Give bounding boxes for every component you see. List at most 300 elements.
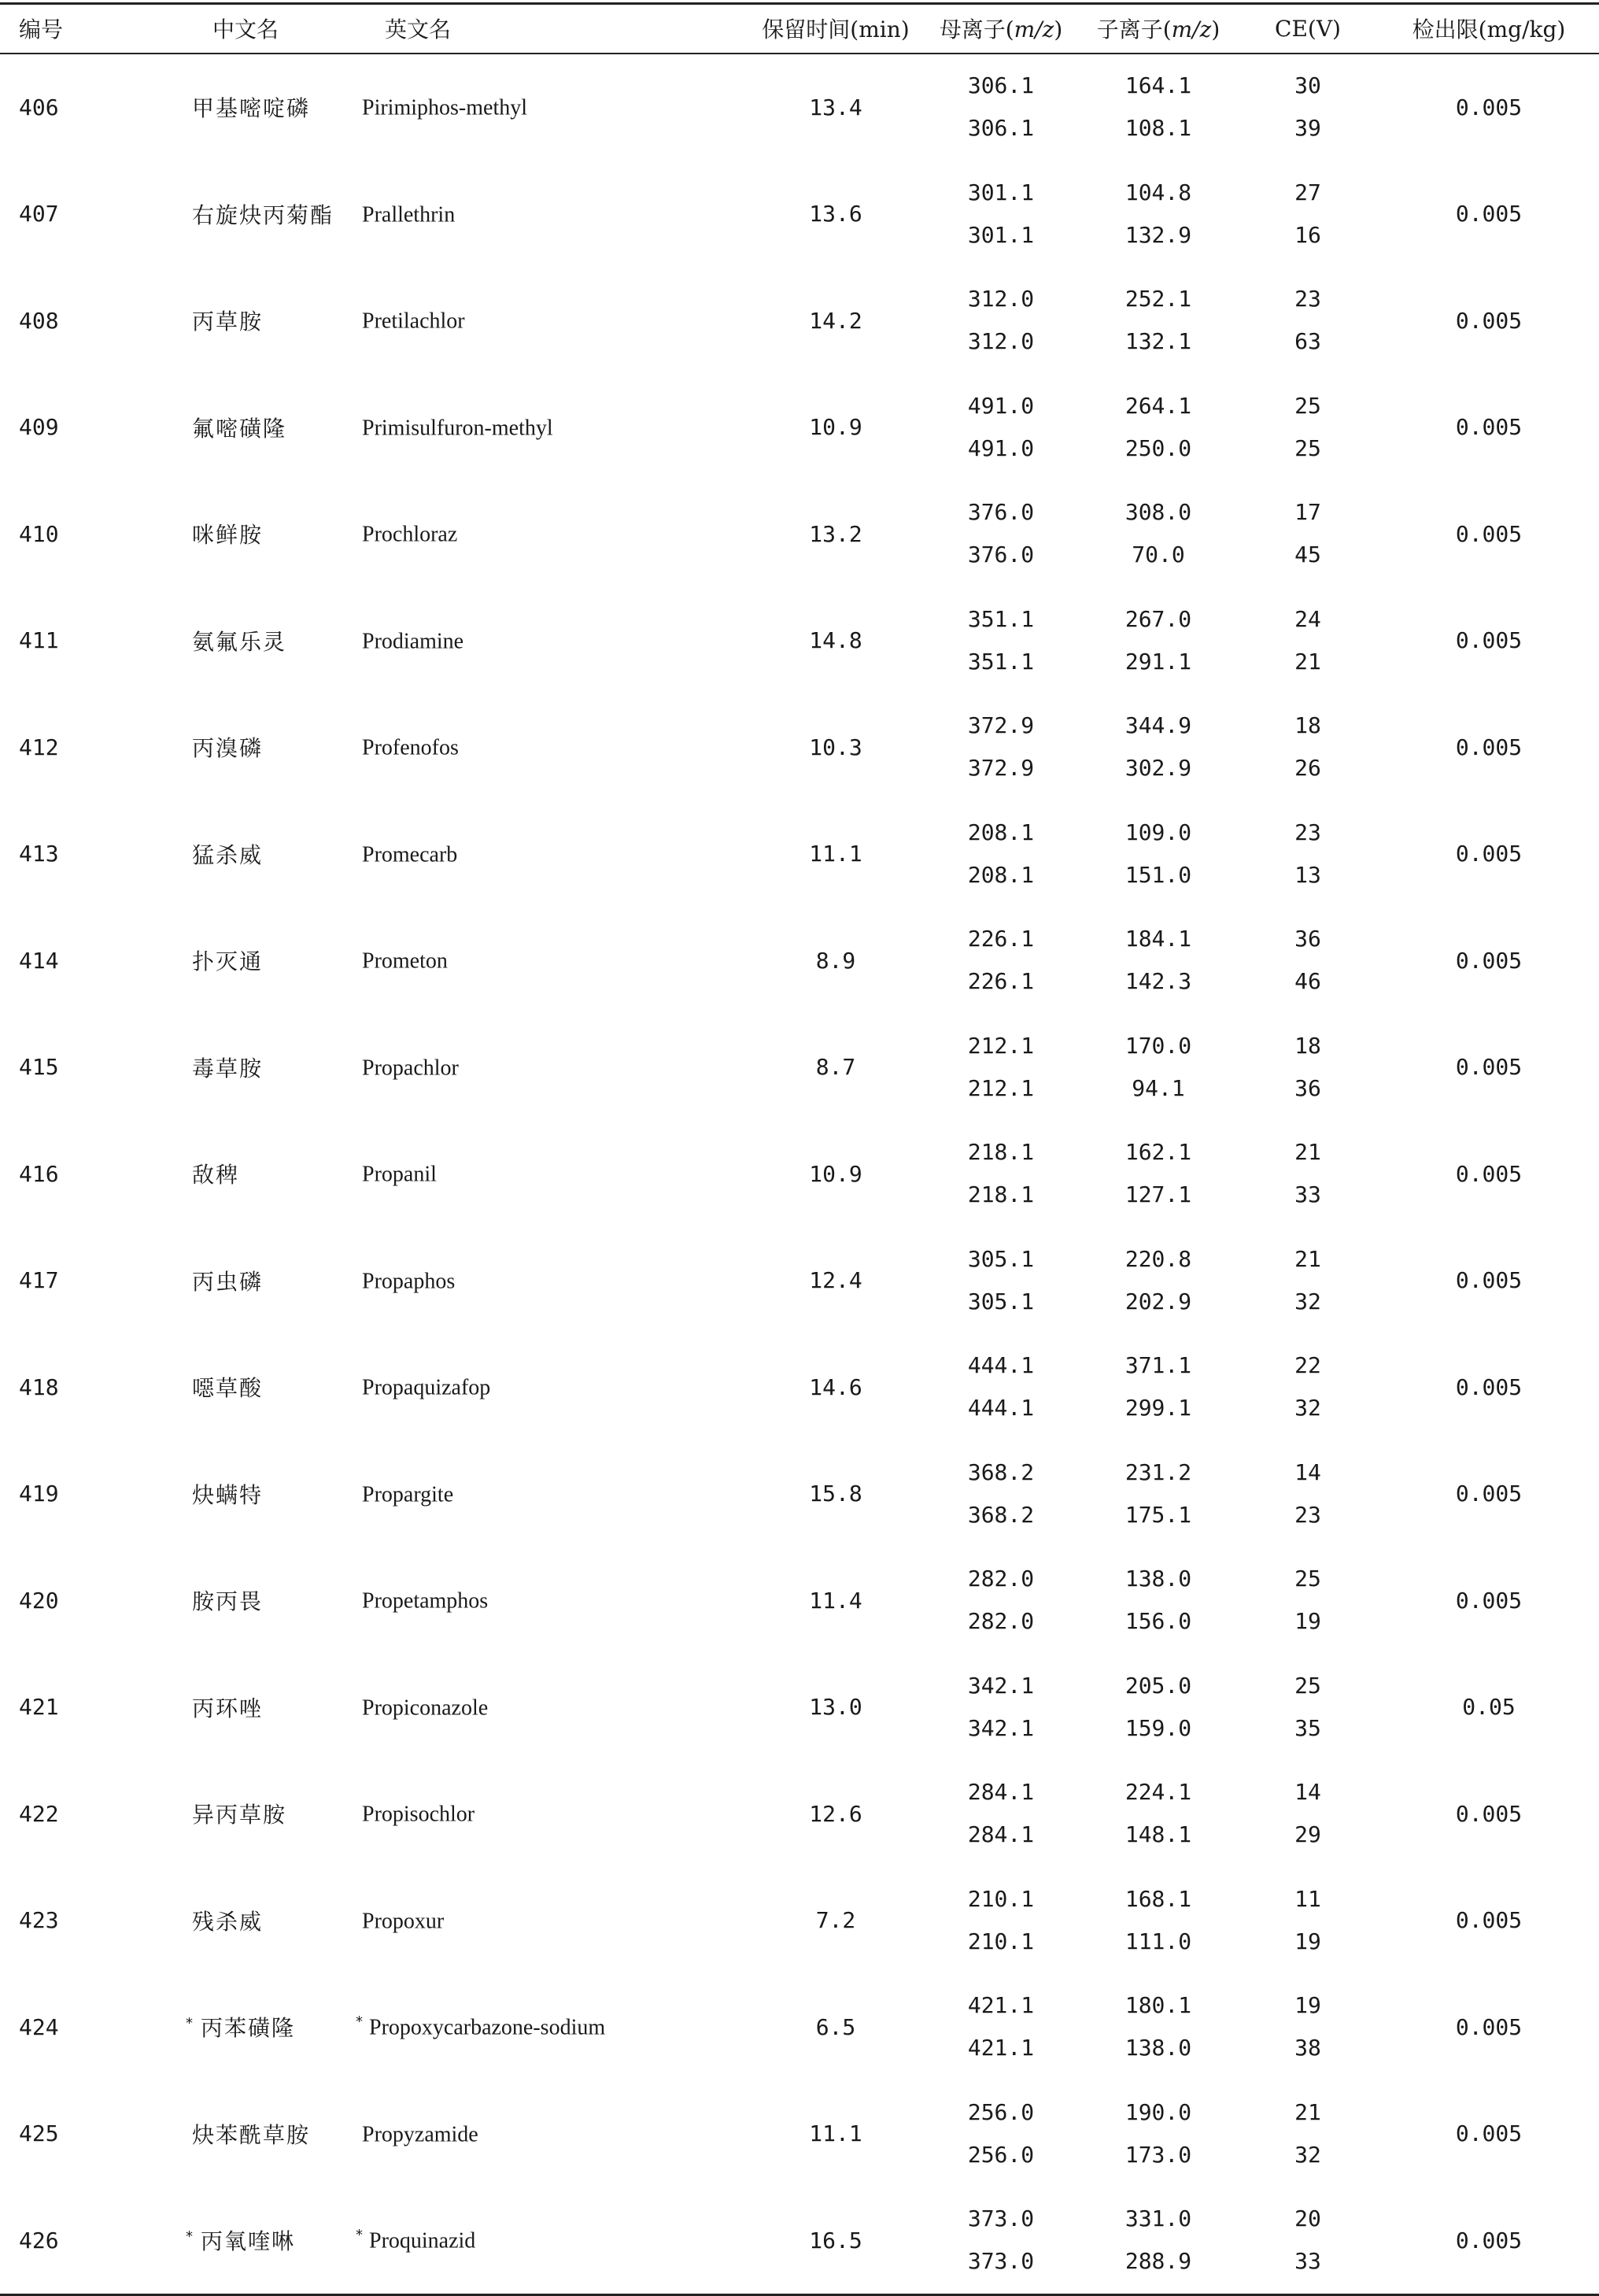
number-text: 409 xyxy=(19,414,59,441)
cell-product-ion xyxy=(1080,2187,1237,2295)
precursor-ion-value-1: 305.1 xyxy=(967,1245,1035,1272)
cell-number xyxy=(0,1121,88,1228)
precursor-ion-value-1: 372.9 xyxy=(967,712,1035,739)
cell-number xyxy=(0,1654,88,1761)
precursor-ion-value-1: 444.1 xyxy=(967,1352,1035,1379)
precursor-ion-value-1: 351.1 xyxy=(967,605,1035,632)
collision-energy-pair xyxy=(1237,1459,1379,1529)
collision-energy-value-1: 20 xyxy=(1294,2205,1321,2232)
precursor-ion-value-2: 284.1 xyxy=(967,1821,1035,1848)
collision-energy-value-1: 18 xyxy=(1294,712,1321,739)
english-name-text: Propisochlor xyxy=(362,1802,475,1827)
detection-limit-text: 0.005 xyxy=(1455,2120,1523,2147)
detection-limit-text: 0.005 xyxy=(1455,1481,1523,1507)
cell-precursor-ion xyxy=(922,2187,1080,2295)
collision-energy-value-1: 19 xyxy=(1294,1992,1321,2019)
english-name-text: Propetamphos xyxy=(362,1588,489,1614)
precursor-ion-value-2: 351.1 xyxy=(967,648,1035,675)
cell-chinese-name xyxy=(88,1121,356,1228)
english-name-text: Promecarb xyxy=(362,841,458,867)
cell-precursor-ion xyxy=(922,694,1080,801)
header-collision-energy: CE(V) xyxy=(1237,4,1379,54)
collision-energy-value-1: 18 xyxy=(1294,1032,1321,1059)
precursor-ion-pair xyxy=(922,712,1080,782)
header-retention-time: 保留时间(min) xyxy=(749,4,922,54)
cell-number xyxy=(0,1227,88,1334)
collision-energy-pair xyxy=(1237,1885,1379,1956)
cell-detection-limit xyxy=(1379,374,1599,481)
table-row xyxy=(0,1121,1599,1228)
product-ion-value-1: 224.1 xyxy=(1124,1779,1192,1806)
product-ion-value-1: 109.0 xyxy=(1124,819,1192,845)
header-row xyxy=(0,4,1599,54)
header-precursor-text: 母离子(m/z) xyxy=(939,17,1063,43)
cell-collision-energy xyxy=(1237,2187,1379,2295)
retention-time-text: 8.9 xyxy=(815,947,856,974)
english-name-text: Primisulfuron-methyl xyxy=(362,415,553,440)
precursor-ion-value-1: 212.1 xyxy=(967,1032,1035,1059)
cell-retention-time xyxy=(749,374,922,481)
cell-product-ion xyxy=(1080,374,1237,481)
collision-energy-value-1: 24 xyxy=(1294,605,1321,632)
cell-detection-limit xyxy=(1379,694,1599,801)
number-text: 413 xyxy=(19,841,59,867)
cell-precursor-ion xyxy=(922,1334,1080,1441)
cell-chinese-name xyxy=(88,1334,356,1441)
cell-product-ion xyxy=(1080,1974,1237,2081)
english-name-text: Pirimiphos-methyl xyxy=(362,95,527,120)
precursor-ion-value-1: 373.0 xyxy=(967,2205,1035,2232)
cell-collision-energy xyxy=(1237,1227,1379,1334)
header-chinese-name xyxy=(88,4,356,54)
precursor-ion-value-1: 210.1 xyxy=(967,1885,1035,1912)
precursor-ion-value-1: 368.2 xyxy=(967,1459,1035,1485)
cell-retention-time xyxy=(749,1440,922,1547)
cell-detection-limit xyxy=(1379,1867,1599,1974)
detection-limit-text: 0.005 xyxy=(1455,1907,1523,1934)
detection-limit-text: 0.005 xyxy=(1455,414,1523,441)
precursor-ion-pair xyxy=(922,72,1080,142)
collision-energy-value-2: 32 xyxy=(1294,1288,1321,1314)
cell-collision-energy xyxy=(1237,1654,1379,1761)
cell-collision-energy xyxy=(1237,2080,1379,2187)
cell-product-ion xyxy=(1080,800,1237,908)
english-name-text: Propoxur xyxy=(362,1908,445,1933)
cell-chinese-name xyxy=(88,1867,356,1974)
number-text: 421 xyxy=(19,1694,59,1721)
cell-collision-energy xyxy=(1237,161,1379,268)
product-ion-value-2: 288.9 xyxy=(1124,2248,1192,2275)
product-ion-value-2: 250.0 xyxy=(1124,434,1192,461)
chinese-name-text: 氟嘧磺隆 xyxy=(192,415,287,442)
chinese-name-text: 丙环唑 xyxy=(192,1695,264,1721)
product-ion-value-2: 299.1 xyxy=(1124,1395,1192,1422)
cell-retention-time xyxy=(749,1334,922,1441)
product-ion-value-1: 252.1 xyxy=(1124,286,1192,312)
collision-energy-value-1: 36 xyxy=(1294,926,1321,952)
table-row xyxy=(0,54,1599,161)
cell-english-name xyxy=(356,1654,749,1761)
cell-number xyxy=(0,2080,88,2187)
collision-energy-pair xyxy=(1237,1032,1379,1103)
cell-collision-energy xyxy=(1237,1974,1379,2081)
cell-retention-time xyxy=(749,1547,922,1655)
precursor-ion-pair xyxy=(922,925,1080,996)
retention-time-text: 11.1 xyxy=(809,841,862,867)
precursor-ion-value-2: 218.1 xyxy=(967,1181,1035,1208)
detection-limit-text: 0.005 xyxy=(1455,1160,1523,1187)
cell-collision-energy xyxy=(1237,1334,1379,1441)
cell-english-name xyxy=(356,800,749,908)
number-text: 423 xyxy=(19,1907,59,1934)
cell-chinese-name xyxy=(88,268,356,375)
detection-limit-text: 0.005 xyxy=(1455,2227,1523,2253)
retention-time-text: 12.4 xyxy=(809,1267,862,1294)
collision-energy-value-2: 29 xyxy=(1294,1821,1321,1848)
product-ion-pair xyxy=(1080,1672,1237,1743)
product-ion-value-2: 159.0 xyxy=(1124,1714,1192,1741)
cell-number xyxy=(0,161,88,268)
chinese-name-text: 扑灭通 xyxy=(192,948,264,975)
collision-energy-pair xyxy=(1237,2098,1379,2169)
product-ion-value-2: 202.9 xyxy=(1124,1288,1192,1314)
cell-number xyxy=(0,1547,88,1655)
retention-time-text: 11.4 xyxy=(809,1587,862,1614)
product-ion-value-2: 142.3 xyxy=(1124,968,1192,995)
cell-retention-time xyxy=(749,268,922,375)
cell-product-ion xyxy=(1080,268,1237,375)
precursor-ion-pair xyxy=(922,1138,1080,1209)
cell-precursor-ion xyxy=(922,374,1080,481)
detection-limit-text: 0.05 xyxy=(1462,1694,1516,1721)
product-ion-value-2: 108.1 xyxy=(1124,115,1192,142)
product-ion-pair xyxy=(1080,605,1237,676)
chinese-name-text: 丙苯磺隆 xyxy=(201,2015,296,2042)
collision-energy-value-2: 32 xyxy=(1294,2141,1321,2168)
header-cn-text: 中文名 xyxy=(212,17,279,43)
detection-limit-text: 0.005 xyxy=(1455,841,1523,867)
product-ion-value-1: 168.1 xyxy=(1124,1885,1192,1912)
collision-energy-pair xyxy=(1237,498,1379,569)
product-ion-value-2: 302.9 xyxy=(1124,755,1192,782)
cell-retention-time xyxy=(749,587,922,694)
cell-number xyxy=(0,481,88,588)
cell-collision-energy xyxy=(1237,374,1379,481)
cell-english-name xyxy=(356,374,749,481)
product-ion-pair xyxy=(1080,179,1237,250)
precursor-ion-value-2: 210.1 xyxy=(967,1928,1035,1954)
cell-detection-limit xyxy=(1379,2080,1599,2187)
chinese-name-text: 噁草酸 xyxy=(192,1375,264,1402)
product-ion-pair xyxy=(1080,1351,1237,1422)
precursor-ion-pair xyxy=(922,1245,1080,1316)
english-name-text: Propachlor xyxy=(362,1055,459,1080)
number-text: 425 xyxy=(19,2120,59,2147)
number-text: 418 xyxy=(19,1374,59,1400)
collision-energy-value-2: 38 xyxy=(1294,2035,1321,2061)
cell-detection-limit xyxy=(1379,587,1599,694)
table-row xyxy=(0,1440,1599,1547)
number-text: 422 xyxy=(19,1800,59,1827)
collision-energy-pair xyxy=(1237,819,1379,889)
table-row xyxy=(0,481,1599,588)
product-ion-pair xyxy=(1080,1459,1237,1529)
cell-english-name xyxy=(356,54,749,161)
chinese-name-text: 丙溴磷 xyxy=(192,735,264,762)
table-row xyxy=(0,1974,1599,2081)
cell-english-name xyxy=(356,1121,749,1228)
cell-chinese-name xyxy=(88,481,356,588)
product-ion-pair xyxy=(1080,72,1237,142)
retention-time-text: 7.2 xyxy=(815,1907,856,1934)
precursor-ion-pair xyxy=(922,1351,1080,1422)
collision-energy-value-2: 19 xyxy=(1294,1928,1321,1954)
cell-number xyxy=(0,908,88,1015)
collision-energy-value-2: 36 xyxy=(1294,1074,1321,1101)
collision-energy-value-2: 25 xyxy=(1294,434,1321,461)
product-ion-value-2: 138.0 xyxy=(1124,2035,1192,2061)
cell-detection-limit xyxy=(1379,1014,1599,1121)
cell-precursor-ion xyxy=(922,908,1080,1015)
cell-chinese-name xyxy=(88,1547,356,1655)
collision-energy-value-1: 21 xyxy=(1294,1139,1321,1166)
collision-energy-value-1: 11 xyxy=(1294,1885,1321,1912)
chinese-name-text: 丙虫磷 xyxy=(192,1268,264,1295)
product-ion-pair xyxy=(1080,392,1237,463)
cell-number xyxy=(0,1974,88,2081)
precursor-ion-value-2: 368.2 xyxy=(967,1501,1035,1528)
precursor-ion-pair xyxy=(922,179,1080,250)
number-text: 419 xyxy=(19,1481,59,1507)
cell-precursor-ion xyxy=(922,1654,1080,1761)
english-name-text: Prochloraz xyxy=(362,522,458,547)
number-text: 407 xyxy=(19,201,59,227)
header-product-text: 子离子(m/z) xyxy=(1096,17,1220,43)
table-row xyxy=(0,374,1599,481)
product-ion-pair xyxy=(1080,925,1237,996)
precursor-ion-pair xyxy=(922,285,1080,356)
table-row xyxy=(0,2080,1599,2187)
product-ion-pair xyxy=(1080,1245,1237,1316)
precursor-ion-value-1: 312.0 xyxy=(967,286,1035,312)
collision-energy-value-1: 25 xyxy=(1294,1566,1321,1592)
cell-english-name xyxy=(356,481,749,588)
product-ion-value-2: 151.0 xyxy=(1124,861,1192,888)
cell-detection-limit xyxy=(1379,1654,1599,1761)
cell-english-name xyxy=(356,2187,749,2295)
collision-energy-value-2: 19 xyxy=(1294,1608,1321,1635)
cell-product-ion xyxy=(1080,1227,1237,1334)
cell-retention-time xyxy=(749,1867,922,1974)
cell-precursor-ion xyxy=(922,1014,1080,1121)
number-text: 416 xyxy=(19,1160,59,1187)
product-ion-value-2: 156.0 xyxy=(1124,1608,1192,1635)
english-name-text: Propargite xyxy=(362,1481,454,1507)
cell-english-name xyxy=(356,1440,749,1547)
cell-chinese-name xyxy=(88,374,356,481)
chinese-name-text: 残杀威 xyxy=(192,1908,264,1935)
chinese-name-text: 右旋炔丙菊酯 xyxy=(192,202,334,228)
pesticide-table xyxy=(0,2,1599,2296)
table-row xyxy=(0,1334,1599,1441)
precursor-ion-value-1: 421.1 xyxy=(967,1992,1035,2019)
cell-precursor-ion xyxy=(922,1761,1080,1868)
precursor-ion-value-2: 226.1 xyxy=(967,968,1035,995)
cell-chinese-name xyxy=(88,2080,356,2187)
collision-energy-value-1: 25 xyxy=(1294,1672,1321,1699)
product-ion-value-1: 308.0 xyxy=(1124,499,1192,526)
number-text: 414 xyxy=(19,947,59,974)
cell-chinese-name xyxy=(88,1974,356,2081)
detection-limit-text: 0.005 xyxy=(1455,1374,1523,1400)
collision-energy-value-1: 14 xyxy=(1294,1459,1321,1485)
retention-time-text: 14.2 xyxy=(809,307,862,334)
precursor-ion-value-2: 306.1 xyxy=(967,115,1035,142)
cell-chinese-name xyxy=(88,694,356,801)
precursor-ion-pair xyxy=(922,1885,1080,1956)
cell-chinese-name xyxy=(88,1440,356,1547)
english-name-text: Profenofos xyxy=(362,735,459,760)
cell-product-ion xyxy=(1080,1654,1237,1761)
cell-detection-limit xyxy=(1379,1440,1599,1547)
product-ion-value-1: 190.0 xyxy=(1124,2098,1192,2125)
collision-energy-value-1: 23 xyxy=(1294,819,1321,845)
cell-product-ion xyxy=(1080,908,1237,1015)
cell-chinese-name xyxy=(88,1654,356,1761)
cell-chinese-name xyxy=(88,800,356,908)
product-ion-value-1: 231.2 xyxy=(1124,1459,1192,1485)
english-name-text: Propaphos xyxy=(362,1268,456,1293)
collision-energy-pair xyxy=(1237,712,1379,782)
product-ion-pair xyxy=(1080,498,1237,569)
retention-time-text: 14.6 xyxy=(809,1374,862,1400)
cell-collision-energy xyxy=(1237,1014,1379,1121)
cell-retention-time xyxy=(749,1654,922,1761)
collision-energy-value-2: 39 xyxy=(1294,115,1321,142)
precursor-ion-value-2: 305.1 xyxy=(967,1288,1035,1314)
product-ion-pair xyxy=(1080,1032,1237,1103)
cell-precursor-ion xyxy=(922,161,1080,268)
cell-english-name xyxy=(356,2080,749,2187)
collision-energy-value-1: 27 xyxy=(1294,179,1321,205)
cell-retention-time xyxy=(749,1121,922,1228)
product-ion-value-1: 220.8 xyxy=(1124,1245,1192,1272)
product-ion-value-2: 132.9 xyxy=(1124,221,1192,248)
chinese-name-text: 胺丙畏 xyxy=(192,1588,264,1615)
retention-time-text: 8.7 xyxy=(815,1054,856,1081)
cell-retention-time xyxy=(749,2187,922,2295)
cell-number xyxy=(0,1334,88,1441)
number-text: 408 xyxy=(19,307,59,334)
chinese-name-text: 敌稗 xyxy=(192,1162,240,1189)
cell-collision-energy xyxy=(1237,587,1379,694)
detection-limit-text: 0.005 xyxy=(1455,1587,1523,1614)
precursor-ion-pair xyxy=(922,819,1080,889)
cell-collision-energy xyxy=(1237,481,1379,588)
cell-collision-energy xyxy=(1237,1121,1379,1228)
cell-product-ion xyxy=(1080,1334,1237,1441)
precursor-ion-value-2: 342.1 xyxy=(967,1714,1035,1741)
product-ion-value-1: 184.1 xyxy=(1124,926,1192,952)
cell-detection-limit xyxy=(1379,908,1599,1015)
english-name-text: Propyzamide xyxy=(362,2121,478,2146)
collision-energy-pair xyxy=(1237,179,1379,250)
footnote-mark: * xyxy=(186,2014,194,2032)
cell-precursor-ion xyxy=(922,481,1080,588)
cell-precursor-ion xyxy=(922,1227,1080,1334)
precursor-ion-pair xyxy=(922,1459,1080,1529)
mz-italic: m/z xyxy=(1014,17,1054,43)
collision-energy-value-1: 22 xyxy=(1294,1352,1321,1379)
collision-energy-value-2: 32 xyxy=(1294,1395,1321,1422)
product-ion-value-1: 162.1 xyxy=(1124,1139,1192,1166)
precursor-ion-pair xyxy=(922,392,1080,463)
product-ion-value-2: 111.0 xyxy=(1124,1928,1192,1954)
product-ion-value-2: 175.1 xyxy=(1124,1501,1192,1528)
table-row xyxy=(0,161,1599,268)
cell-retention-time xyxy=(749,161,922,268)
number-text: 424 xyxy=(19,2013,59,2040)
precursor-ion-pair xyxy=(922,1991,1080,2062)
chinese-name-text: 丙草胺 xyxy=(192,309,264,335)
collision-energy-value-1: 17 xyxy=(1294,499,1321,526)
detection-limit-text: 0.005 xyxy=(1455,307,1523,334)
collision-energy-value-2: 23 xyxy=(1294,1501,1321,1528)
cell-retention-time xyxy=(749,800,922,908)
table-row xyxy=(0,1654,1599,1761)
cell-retention-time xyxy=(749,1974,922,2081)
cell-product-ion xyxy=(1080,1761,1237,1868)
cell-english-name xyxy=(356,1227,749,1334)
table-body xyxy=(0,54,1599,2295)
cell-collision-energy xyxy=(1237,694,1379,801)
precursor-ion-value-1: 342.1 xyxy=(967,1672,1035,1699)
precursor-ion-value-1: 282.0 xyxy=(967,1566,1035,1592)
product-ion-value-1: 331.0 xyxy=(1124,2205,1192,2232)
precursor-ion-value-2: 372.9 xyxy=(967,755,1035,782)
retention-time-text: 15.8 xyxy=(809,1481,862,1507)
cell-product-ion xyxy=(1080,1121,1237,1228)
precursor-ion-pair xyxy=(922,498,1080,569)
mz-italic: m/z xyxy=(1171,17,1212,43)
table-row xyxy=(0,1547,1599,1655)
cell-chinese-name xyxy=(88,1227,356,1334)
cell-collision-energy xyxy=(1237,1867,1379,1974)
cell-product-ion xyxy=(1080,161,1237,268)
cell-retention-time xyxy=(749,908,922,1015)
collision-energy-pair xyxy=(1237,925,1379,996)
collision-energy-pair xyxy=(1237,1138,1379,1209)
retention-time-text: 10.9 xyxy=(809,414,862,441)
cell-number xyxy=(0,1867,88,1974)
precursor-ion-value-1: 306.1 xyxy=(967,72,1035,99)
product-ion-value-1: 344.9 xyxy=(1124,712,1192,739)
cell-chinese-name xyxy=(88,908,356,1015)
product-ion-value-1: 267.0 xyxy=(1124,605,1192,632)
table-row xyxy=(0,587,1599,694)
collision-energy-pair xyxy=(1237,392,1379,463)
product-ion-pair xyxy=(1080,712,1237,782)
cell-collision-energy xyxy=(1237,1440,1379,1547)
detection-limit-text: 0.005 xyxy=(1455,520,1523,547)
product-ion-value-1: 371.1 xyxy=(1124,1352,1192,1379)
cell-retention-time xyxy=(749,2080,922,2187)
english-name-text: Propaquizafop xyxy=(362,1375,491,1400)
number-text: 411 xyxy=(19,627,59,654)
english-name-text: Prallethrin xyxy=(362,202,456,227)
footnote-mark: * xyxy=(186,2228,194,2245)
retention-time-text: 10.3 xyxy=(809,734,862,760)
